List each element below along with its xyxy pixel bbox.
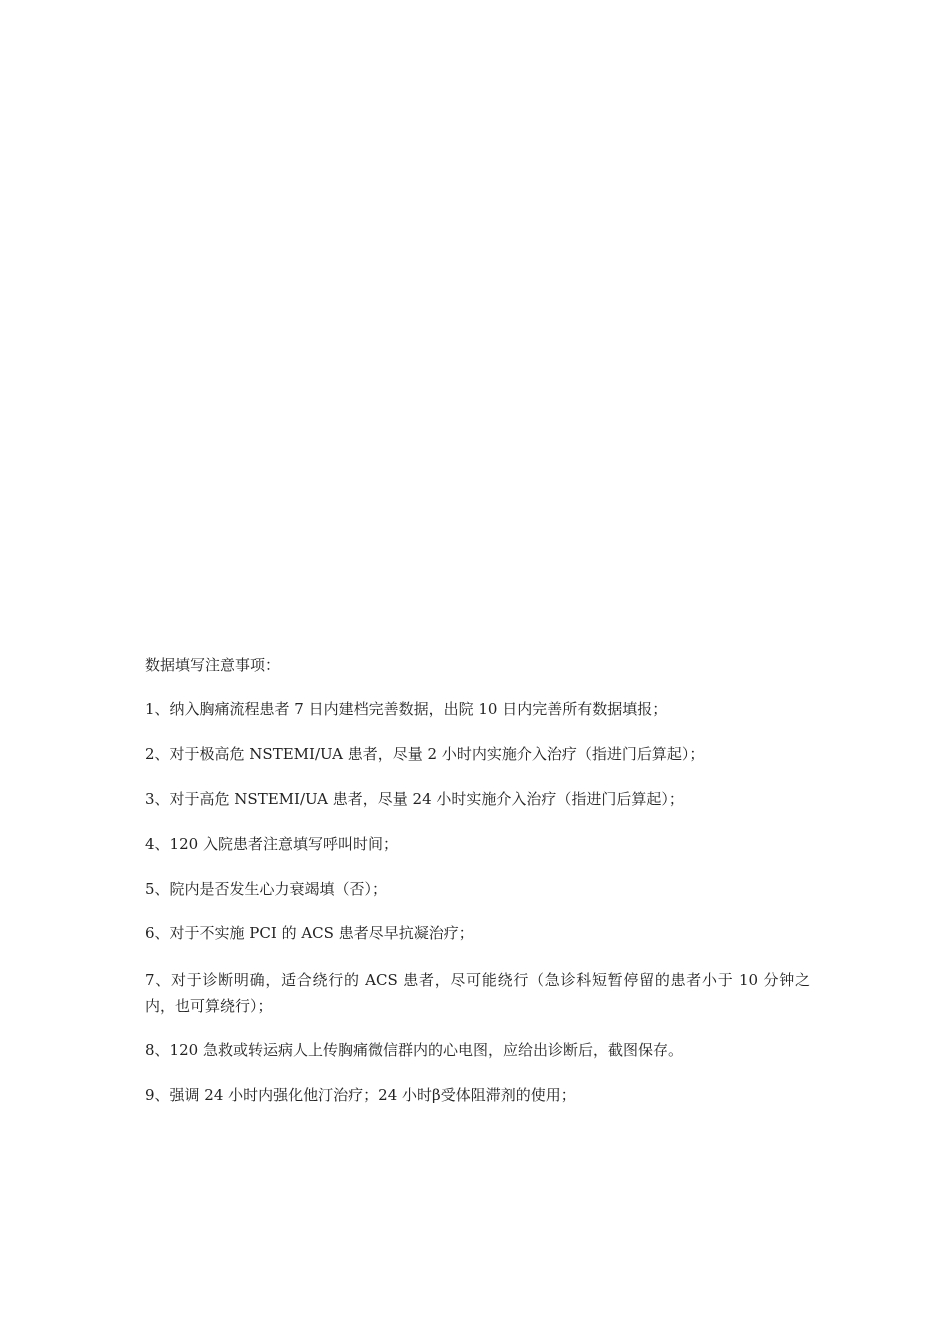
note-item-2: 2、对于极高危 NSTEMI/UA 患者，尽量 2 小时内实施介入治疗（指进门后算起）； [145, 745, 705, 763]
document-page [145, 0, 810, 1344]
note-item-3: 3、对于高危 NSTEMI/UA 患者，尽量 24 小时实施介入治疗（指进门后算起）； [145, 790, 684, 808]
notes-heading: 数据填写注意事项： [145, 656, 281, 674]
note-item-6: 6、对于不实施 PCI 的 ACS 患者尽早抗凝治疗； [145, 924, 474, 942]
note-item-4: 4、120 入院患者注意填写呼叫时间； [145, 835, 398, 853]
note-item-9: 9、强调 24 小时内强化他汀治疗；24 小时β受体阻滞剂的使用； [145, 1086, 576, 1104]
note-item-1: 1、纳入胸痛流程患者 7 日内建档完善数据，出院 10 日内完善所有数据填报； [145, 700, 668, 718]
note-item-7: 7、对于诊断明确，适合绕行的 ACS 患者，尽可能绕行（急诊科短暂停留的患者小于 10 分钟之内，也可算绕行）； [145, 971, 810, 1015]
note-item-8: 8、120 急救或转运病人上传胸痛微信群内的心电图，应给出诊断后，截图保存。 [145, 1041, 683, 1059]
note-item-5: 5、院内是否发生心力衰竭填（否）； [145, 880, 388, 898]
